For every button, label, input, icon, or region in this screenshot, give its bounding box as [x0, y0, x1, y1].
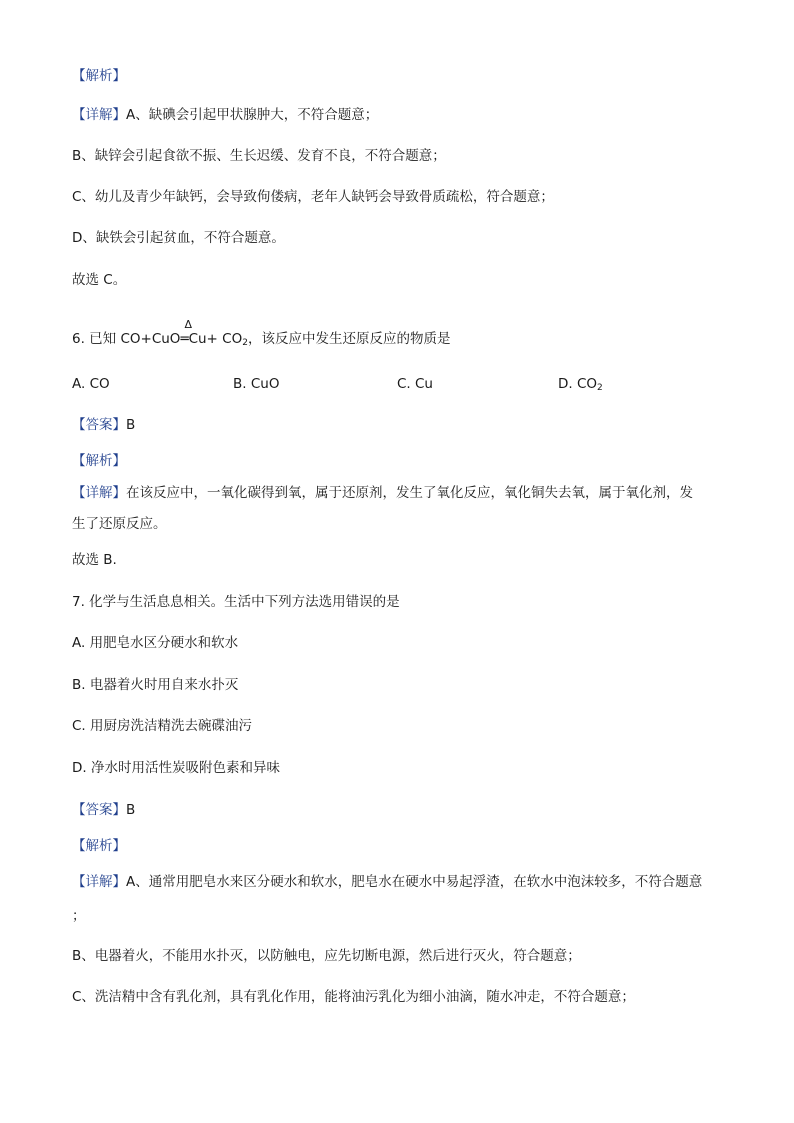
q6-prefix: 6. 已知 CO+CuO — [72, 331, 181, 347]
question-6-stem — [72, 318, 451, 353]
detail-line-d: D、缺铁会引起贫血，不符合题意。 — [72, 230, 285, 246]
q6-products: Cu+ CO — [188, 331, 243, 347]
q7-detail-line-a-cont: ； — [72, 908, 86, 924]
answer-value: B — [126, 417, 136, 433]
detail-line-b: B、缺锌会引起食欲不振、生长迟缓、发育不良，不符合题意； — [72, 148, 446, 164]
heat-symbol: Δ — [184, 318, 192, 331]
q6-option-b[interactable]: B. CuO — [233, 376, 280, 392]
q6-subscript: 2 — [242, 338, 248, 348]
q6-option-c[interactable]: C. Cu — [397, 376, 433, 392]
q6-option-a[interactable]: A. CO — [72, 376, 110, 392]
reaction-condition — [180, 318, 192, 349]
q6-option-d-subscript: 2 — [597, 383, 603, 393]
answer-label: 【答案】 — [72, 417, 126, 433]
detail-line-c: C、幼儿及青少年缺钙，会导致佝偻病，老年人缺钙会导致骨质疏松，符合题意； — [72, 189, 554, 205]
q7-option-b[interactable]: B. 电器着火时用自来水扑灭 — [72, 677, 239, 693]
q7-analysis-label: 【解析】 — [72, 838, 126, 854]
q6-analysis-label: 【解析】 — [72, 453, 126, 469]
detail-text: 在该反应中，一氧化碳得到氧，属于还原剂，发生了氧化反应，氧化铜失去氧，属于氧化剂，发 — [126, 485, 693, 501]
q6-detail-line-1 — [72, 483, 693, 503]
q6-suffix: ，该反应中发生还原反应的物质是 — [247, 331, 451, 347]
answer-value: B — [126, 802, 136, 818]
detail-line-a — [72, 105, 378, 125]
q6-option-d[interactable] — [558, 374, 603, 398]
q6-detail-line-2: 生了还原反应。 — [72, 516, 167, 532]
detail-label: 【详解】 — [72, 874, 126, 890]
answer-label: 【答案】 — [72, 802, 126, 818]
q7-option-c[interactable]: C. 用厨房洗洁精洗去碗碟油污 — [72, 718, 253, 734]
detail-text: A、缺碘会引起甲状腺肿大，不符合题意； — [126, 107, 379, 123]
conclusion: 故选 C。 — [72, 272, 127, 288]
q6-conclusion: 故选 B. — [72, 552, 117, 568]
q6-answer — [72, 415, 135, 435]
q7-detail-line-c: C、洗洁精中含有乳化剂，具有乳化作用，能将油污乳化为细小油滴，随水冲走，不符合题意； — [72, 989, 635, 1005]
q7-detail-line-b: B、电器着火，不能用水扑灭，以防触电，应先切断电源，然后进行灭火，符合题意； — [72, 948, 581, 964]
q7-detail-line-a — [72, 872, 702, 892]
q7-answer — [72, 800, 135, 820]
q7-option-d[interactable]: D. 净水时用活性炭吸附色素和异味 — [72, 760, 280, 776]
q7-option-a[interactable]: A. 用肥皂水区分硬水和软水 — [72, 635, 239, 651]
question-7-stem: 7. 化学与生活息息相关。生活中下列方法选用错误的是 — [72, 594, 400, 610]
detail-text: A、通常用肥皂水来区分硬水和软水，肥皂水在硬水中易起浮渣，在软水中泡沫较多，不符合题意 — [126, 874, 703, 890]
detail-label: 【详解】 — [72, 107, 126, 123]
detail-label: 【详解】 — [72, 485, 126, 501]
analysis-label: 【解析】 — [72, 68, 126, 84]
equals-sign: ═ — [180, 331, 189, 347]
q6-option-d-text: D. CO — [558, 376, 598, 392]
